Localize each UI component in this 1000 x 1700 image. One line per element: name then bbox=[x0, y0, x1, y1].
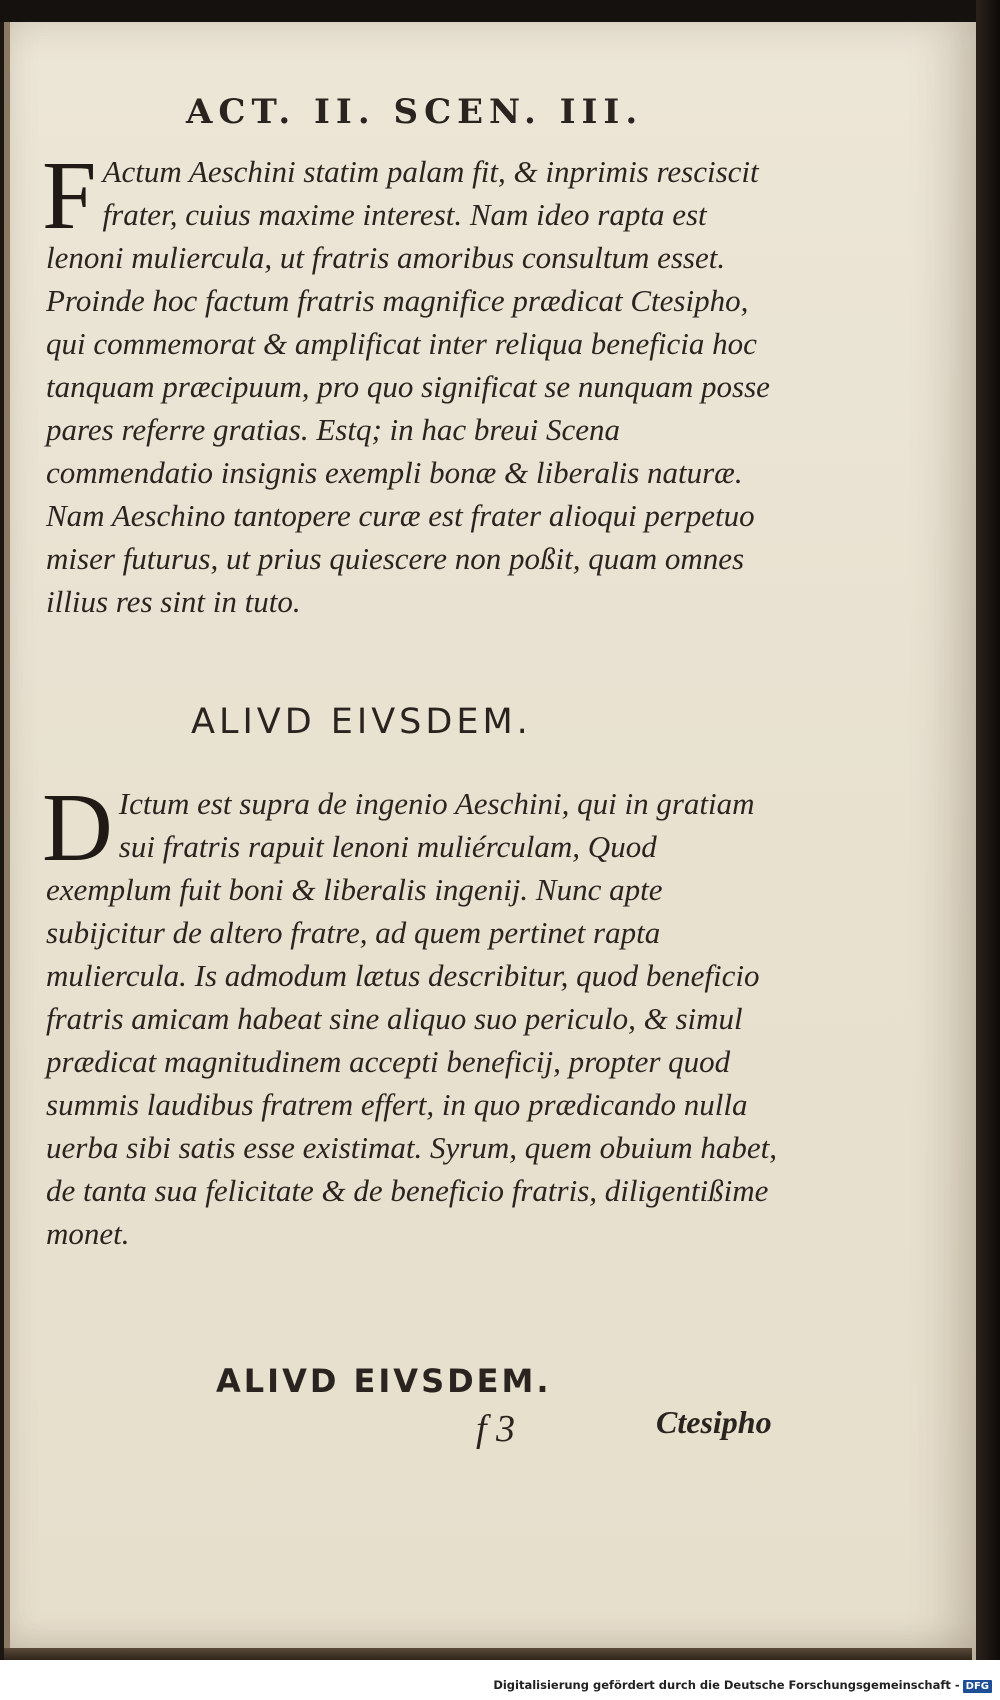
page-bottom-edge bbox=[4, 1648, 972, 1660]
digitization-credit bbox=[493, 1678, 992, 1693]
scan-top-edge bbox=[0, 0, 1000, 22]
page-header: ACT. II. SCEN. III. bbox=[186, 92, 644, 132]
paragraph-1-text: Actum Aeschini statim palam fit, & inprimis resciscit frater, cuius maxime interest. Nam ideo rapta est lenoni muliercula, ut fratris amoribus consultum esset. Proinde hoc factum fratris magnifice prædicat Ctesipho, qui commemorat & amplificat inter reliqua beneficia hoc tanquam præcipuum, pro quo significat se nunquam posse pares referre gratias. Estq; in hac breui Scena commendatio insignis exempli bonæ & liberalis naturæ. Nam Aeschino tantopere curæ est frater alioqui perpetuo miser futurus, ut prius quiescere non poßit, quam omnes illius res sint in tuto. bbox=[46, 154, 770, 619]
next-section-title: ALIVD EIVSDEM. bbox=[216, 1362, 552, 1400]
dfg-logo: DFG bbox=[963, 1680, 992, 1693]
drop-cap-d: D bbox=[42, 774, 113, 882]
paragraph-2 bbox=[42, 774, 786, 1255]
catchword: Ctesipho bbox=[656, 1404, 772, 1440]
signature-mark: f 3 bbox=[476, 1408, 516, 1450]
credit-text: Digitalisierung gefördert durch die Deutsche Forschungsgemeinschaft - bbox=[493, 1678, 960, 1692]
paragraph-2-text: Ictum est supra de ingenio Aeschini, qui in gratiam sui fratris rapuit lenoni muliérculam, Quod exemplum fuit boni & liberalis ingenij. Nunc apte subijcitur de altero fratre, ad quem pertinet rapta muliercula. Is admodum lætus describitur, quod beneficio fratris amicam habeat sine aliquo suo periculo, & simul prædicat magnitudinem accepti beneficij, propter quod summis laudibus fratrem effert, in quo prædicando nulla uerba sibi satis esse existimat. Syrum, quem obuium habet, de tanta sua felicitate & de beneficio fratris, diligentißime monet. bbox=[46, 786, 778, 1251]
section-title: ALIVD EIVSDEM. bbox=[191, 702, 532, 742]
page-content bbox=[42, 22, 786, 1622]
drop-cap-f: F bbox=[42, 142, 97, 250]
scan-right-edge bbox=[976, 0, 1000, 1700]
book-page bbox=[4, 22, 978, 1660]
paragraph-1 bbox=[42, 142, 786, 623]
